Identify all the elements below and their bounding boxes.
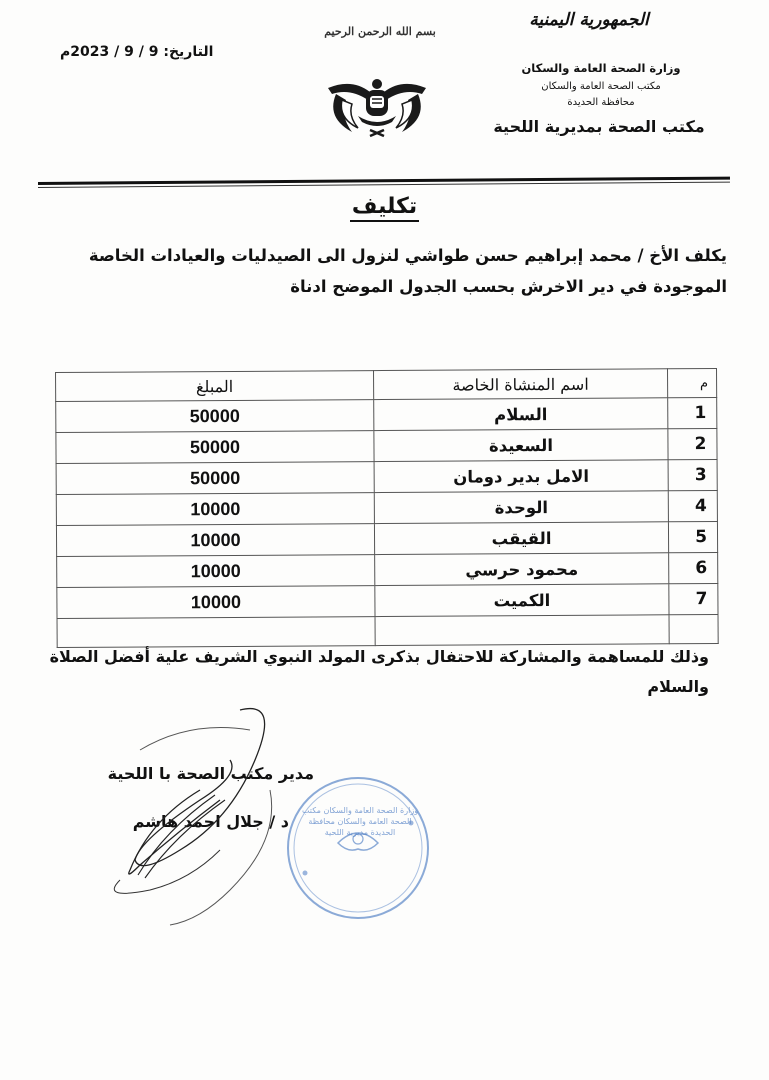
row-number: 7 [669,583,718,614]
ministry-name: وزارة الصحة العامة والسكان [521,61,681,75]
row-number: 5 [668,522,717,553]
basmala: بسم الله الرحمن الرحيم [324,25,436,38]
facilities-table [55,368,719,648]
header-amount: المبلغ [56,371,374,402]
table-row [57,583,718,618]
office-main-heading: مكتب الصحة بمديرية اللحية [493,117,705,136]
facility-name: الامل بدير دومان [374,460,668,493]
header-number: م [668,369,717,398]
empty-cell [375,615,669,646]
row-number: 4 [668,491,717,522]
amount: 10000 [57,586,375,619]
facility-name: القيقب [374,522,668,555]
row-number: 1 [668,398,717,429]
amount: 50000 [56,400,374,433]
facility-name: الكميت [375,584,669,617]
row-number: 3 [668,460,717,491]
table-row [56,522,717,557]
document-title: تكليف [350,194,419,222]
table-row [56,429,717,464]
amount: 10000 [56,524,374,557]
handwritten-signature-icon [80,700,350,930]
table-header-row [56,369,717,402]
table-row [57,552,718,587]
row-number: 2 [668,429,717,460]
empty-cell [669,614,718,643]
signatory-title: مدير مكتب الصحة با اللحية [107,764,314,783]
document-title-wrap [0,194,769,219]
table-row [56,460,717,495]
facility-name: السلام [374,398,668,431]
row-number: 6 [669,552,718,583]
table-row [56,491,717,526]
header-facility-name: اسم المنشاة الخاصة [374,369,668,400]
facility-name: الوحدة [374,491,668,524]
amount: 10000 [56,493,374,526]
republic-heading: الجمهورية اليمنية [529,10,649,30]
office-subtitle: مكتب الصحة العامة والسكان [541,81,661,92]
closing-paragraph: وذلك للمساهمة والمشاركة للاحتفال بذكرى المولد النبوي الشريف علية أفضل الصلاة والسلام [49,647,709,696]
signatory-name: د / جلال احمد هاشم [132,812,289,831]
table-row [56,398,717,433]
governorate-name: محافظة الحديدة [567,97,635,108]
yemen-emblem-icon [322,70,432,140]
stamp-text: وزارة الصحة العامة والسكان مكتب الصحة العامة والسكان محافظة الحديدة مديرية اللحية [301,806,419,837]
assignment-paragraph: يكلف الأخ / محمد إبراهيم حسن طواشي لنزول الى الصيدليات والعيادات الخاصة الموجودة في دير الاخرش بحسب الجدول الموضح ادناة [88,246,727,296]
document-date: التاريخ: 9 / 9 / 2023م [60,44,214,60]
amount: 10000 [57,555,375,588]
facility-name: السعيدة [374,429,668,462]
facility-name: محمود حرسي [375,553,669,586]
amount: 50000 [56,462,374,495]
amount: 50000 [56,431,374,464]
